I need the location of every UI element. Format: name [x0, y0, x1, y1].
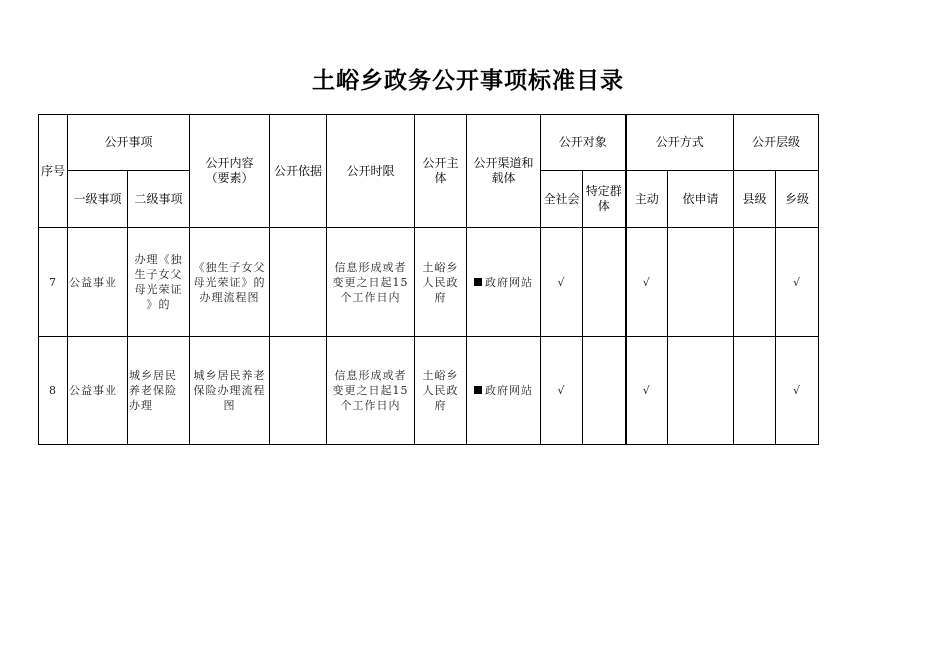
row-time-line: 信息形成或者 — [334, 369, 407, 382]
row-channel-text: 政府网站 — [485, 384, 533, 397]
row-method-active: √ — [626, 228, 668, 337]
header-method-active: 主动 — [626, 171, 668, 228]
row-subject-line: 土峪乡 — [422, 369, 459, 382]
header-level-county: 县级 — [734, 171, 776, 228]
header-time-limit: 公开时限 — [327, 115, 415, 228]
row-method-apply — [668, 337, 734, 445]
row-target-all: √ — [541, 228, 583, 337]
header-content-line1: 公开内容 — [205, 156, 254, 170]
row-time-limit — [327, 228, 415, 337]
row-content — [190, 228, 270, 337]
row-time-line: 变更之日起15 — [332, 275, 409, 289]
header-target: 公开对象 — [541, 115, 626, 171]
header-level: 公开层级 — [734, 115, 819, 171]
row-content-line: 图 — [223, 399, 236, 412]
row-basis — [270, 228, 327, 337]
row-time-limit — [327, 337, 415, 445]
table-row — [39, 337, 819, 445]
row-channel — [467, 337, 541, 445]
row-time-line: 个工作日内 — [340, 399, 401, 412]
row-level2 — [128, 228, 190, 337]
header-items: 公开事项 — [68, 115, 190, 171]
row-channel-text: 政府网站 — [485, 275, 533, 289]
row-method-apply — [668, 228, 734, 337]
header-content-line2: （要素） — [205, 171, 254, 185]
row-subject-line: 土峪乡 — [422, 260, 459, 274]
header-seq: 序号 — [39, 115, 68, 228]
row-time-line: 变更之日起15 — [332, 384, 409, 397]
row-subject-line: 人民政 — [422, 384, 459, 397]
header-subject-line2: 体 — [434, 171, 447, 185]
header-channel-line1: 公开渠道和 — [473, 156, 534, 170]
row-level2-line: 》的 — [146, 298, 171, 311]
row-method-active: √ — [626, 337, 668, 445]
row-subject-line: 府 — [434, 290, 447, 304]
row-level2 — [128, 337, 190, 445]
row-subject-line: 府 — [434, 399, 447, 412]
row-time-line: 信息形成或者 — [334, 260, 407, 274]
row-seq: 7 — [39, 228, 68, 337]
row-level1: 公益事业 — [68, 337, 128, 445]
row-target-special — [583, 337, 626, 445]
row-level2-line: 办理 — [129, 399, 153, 412]
row-level2-line: 城乡居民 — [129, 369, 177, 382]
row-level1: 公益事业 — [68, 228, 128, 337]
row-level-county — [734, 228, 776, 337]
header-target-special — [583, 171, 626, 228]
header-level2: 二级事项 — [128, 171, 190, 228]
row-content-line: 母光荣证》的 — [193, 275, 266, 289]
row-level-township: √ — [776, 337, 819, 445]
header-channel-line2: 载体 — [491, 171, 516, 185]
header-level-township: 乡级 — [776, 171, 819, 228]
header-target-special-line1: 特定群 — [585, 184, 622, 198]
row-time-line: 个工作日内 — [340, 290, 401, 304]
header-method-apply: 依申请 — [668, 171, 734, 228]
header-content — [190, 115, 270, 228]
row-content-line: 城乡居民养老 — [193, 369, 266, 382]
row-target-special — [583, 228, 626, 337]
header-subject — [415, 115, 467, 228]
row-target-all: √ — [541, 337, 583, 445]
header-method: 公开方式 — [626, 115, 734, 171]
square-bullet-icon — [474, 278, 482, 286]
header-subject-line1: 公开主 — [422, 156, 459, 170]
row-seq: 8 — [39, 337, 68, 445]
row-level2-line: 母光荣证 — [134, 283, 183, 296]
row-content — [190, 337, 270, 445]
header-target-all: 全社会 — [541, 171, 583, 228]
catalog-table — [38, 114, 819, 445]
header-basis: 公开依据 — [270, 115, 327, 228]
row-level-township: √ — [776, 228, 819, 337]
square-bullet-icon — [474, 386, 482, 394]
header-channel — [467, 115, 541, 228]
row-content-line: 保险办理流程 — [193, 384, 266, 397]
row-subject-line: 人民政 — [422, 275, 459, 289]
row-level2-line: 办理《独 — [134, 253, 183, 266]
row-content-line: 《独生子女父 — [193, 260, 266, 274]
table-row — [39, 228, 819, 337]
page-title: 土峪乡政务公开事项标准目录 — [312, 68, 624, 94]
row-level-county — [734, 337, 776, 445]
row-basis — [270, 337, 327, 445]
row-subject — [415, 228, 467, 337]
header-level1: 一级事项 — [68, 171, 128, 228]
row-channel — [467, 228, 541, 337]
row-level2-line: 养老保险 — [129, 384, 177, 397]
row-content-line: 办理流程图 — [199, 290, 260, 304]
row-subject — [415, 337, 467, 445]
header-target-special-line2: 体 — [597, 199, 610, 213]
row-level2-line: 生子女父 — [134, 268, 183, 281]
